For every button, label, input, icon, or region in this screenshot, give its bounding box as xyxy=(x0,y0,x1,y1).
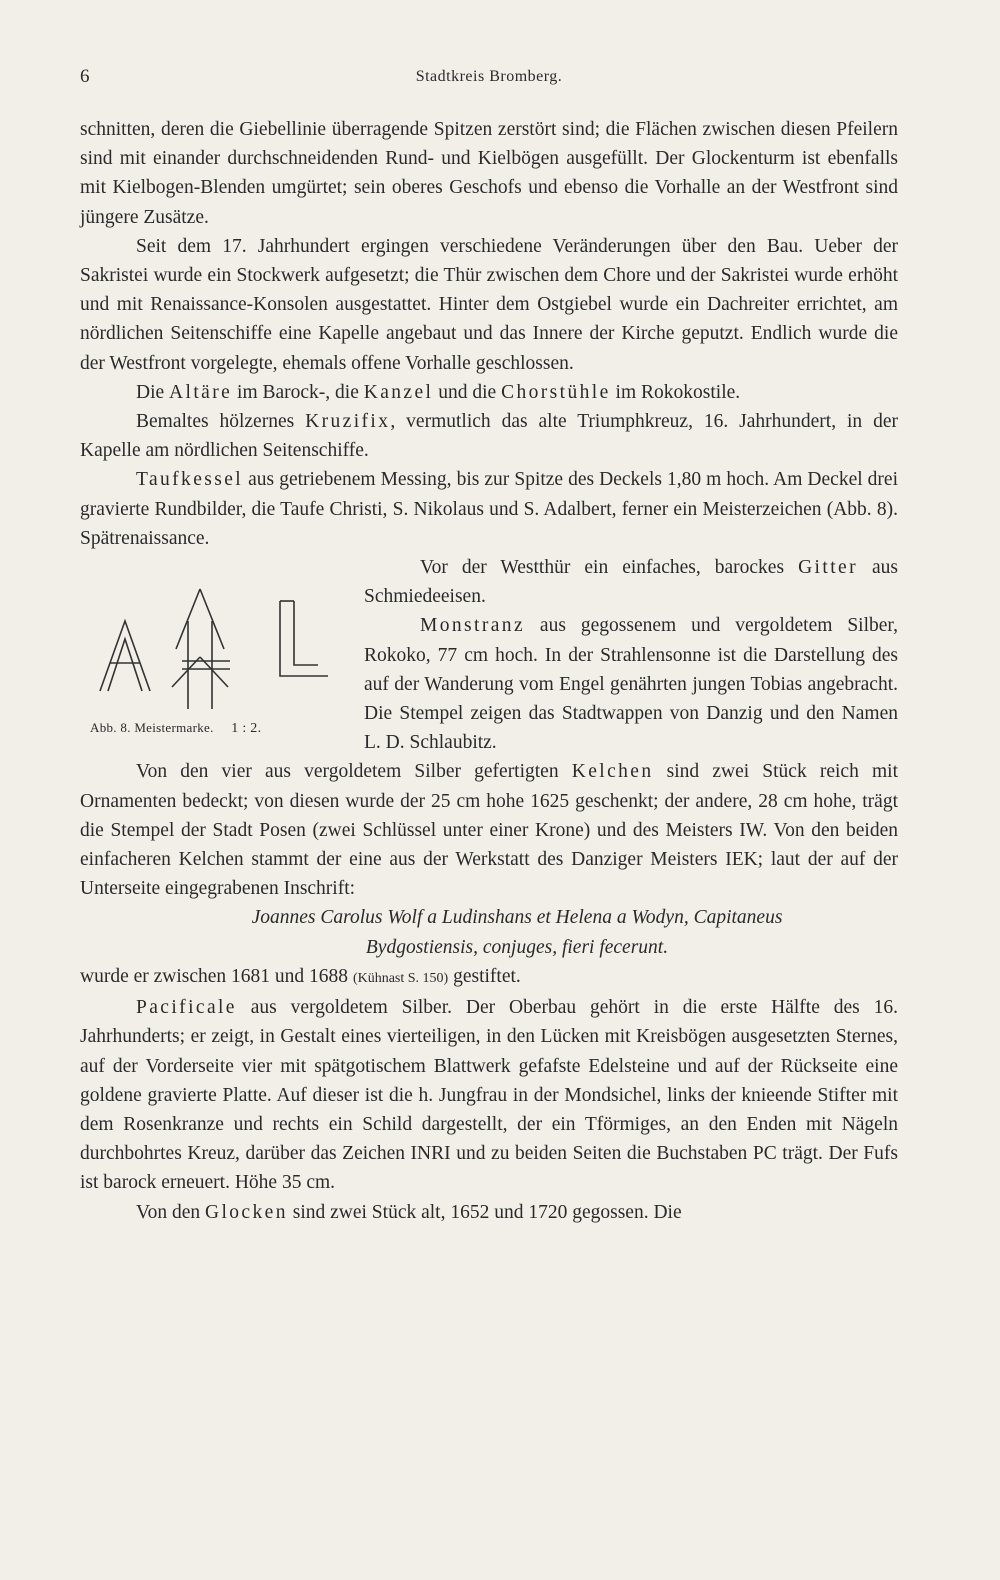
paragraph-stiftung: wurde er zwischen 1681 und 1688 (Kühnast S. 150) gestiftet. xyxy=(80,965,521,987)
caption-label: Abb. 8. xyxy=(90,720,131,736)
paragraph-glocken: Von den Glocken sind zwei Stück alt, 1652 und 1720 gegossen. Die xyxy=(136,1201,682,1223)
term-gitter: Gitter xyxy=(798,557,858,579)
paragraph-monstranz: Monstranz aus gegossenem und vergoldetem Silber, Rokoko, 77 cm hoch. In der Strahlensonne ist die Darstellung des auf der Wanderung vom Engel genährten jungen Tobias angebracht. Die Stempel zeigen das Stadtwappen von Danzig und den Namen L. D. Schlaubitz. xyxy=(364,615,898,754)
caption-ratio: 1 : 2. xyxy=(231,721,262,737)
inscription-line-2: Bydgostiensis, conjuges, fieri fecerunt. xyxy=(365,936,669,958)
paragraph-1: schnitten, deren die Giebellinie überragende Spitzen zerstört sind; die Flächen zwischen diesen Pfeilern sind mit einander durchschneidenden Rund- und Kielbögen ausgefüllt. Der Glockenturm ist ebenfalls mit Kielbogen-Blenden umgürtet; sein oberes Geschofs und ebenso die Vorhalle an der Westfront sind jüngere Zusätze. xyxy=(80,119,898,228)
paragraph-kruzifix: Bemaltes hölzernes Kruzifix, vermutlich das alte Triumphkreuz, 16. Jahrhundert, in der Kapelle am nördlichen Seitenschiffe. xyxy=(80,411,898,462)
paragraph-gitter: Vor der Westthür ein einfaches, barockes Gitter aus Schmiedeeisen. xyxy=(364,557,898,608)
paragraph-taufkessel: Taufkessel aus getriebenem Messing, bis zur Spitze des Deckels 1,80 m hoch. Am Deckel drei gravierte Rundbilder, die Taufe Christi, S. Nikolaus und S. Adalbert, ferner ein Meisterzeichen (Abb. 8). Spätrenaissance. xyxy=(80,469,898,549)
figure-meistermarke xyxy=(80,553,350,743)
term-kruzifix: Kruzifix xyxy=(305,411,391,433)
term-chorstuehle: Chorstühle xyxy=(501,381,611,403)
term-monstranz: Monstranz xyxy=(420,615,525,637)
term-glocken: Glocken xyxy=(204,1201,288,1223)
paragraph-pacificale: Pacificale aus vergoldetem Silber. Der Oberbau gehört in die erste Hälfte des 16. Jahrhunderts; er zeigt, in Gestalt eines vierteiligen, in den Lücken mit Kreisbögen ausgesetzten Sternes, auf der Vorderseite vier mit spätgotischem Blattwerk gefafste Edelsteine und auf der Rückseite eine goldene gravierte Platte. Auf dieser ist die h. Jungfrau in der Mondsichel, links der knieende Stifter mit dem Rosenkranze und rechts ein Schild dargestellt, der ein Tförmiges, an den Enden mit Nägeln durchbohrtes Kreuz, darüber das Zeichen INRI und zu beiden Seiten die Buchstaben PC trägt. Der Fufs ist barock erneuert. Höhe 35 cm. xyxy=(80,997,898,1194)
meistermarke-drawing xyxy=(80,561,350,711)
inscription-line-1: Joannes Carolus Wolf a Ludinshans et Helena a Wodyn, Capitaneus xyxy=(251,907,783,929)
running-head: Stadtkreis Bromberg. xyxy=(415,68,563,85)
paragraph-2: Seit dem 17. Jahrhundert ergingen verschiedene Veränderungen über den Bau. Ueber der Sakristei wurde ein Stockwerk aufgesetzt; die Thür zwischen dem Chore und der Sakristei wurde erhöht und mit Renaissance-Konsolen ausgestattet. Hinter dem Ostgiebel wurde ein Dachreiter errichtet, am nördlichen Seitenschiffe eine Kapelle angebaut und das Innere der Kirche geputzt. Endlich wurde die der Westfront vorgelegte, ehemals offene Vorhalle geschlossen. xyxy=(80,235,898,374)
reference-kuehnast: (Kühnast S. 150) xyxy=(352,970,449,986)
term-kelchen: Kelchen xyxy=(571,761,654,783)
paragraph-altaere: Die Altäre im Barock-, die Kanzel und die Chorstühle im Rokokostile. xyxy=(136,381,741,403)
paragraph-kelche: Von den vier aus vergoldetem Silber gefertigten Kelchen sind zwei Stück reich mit Ornamenten bedeckt; von diesen wurde der 25 cm hohe 1625 geschenkt; der andere, 28 cm hohe, trägt die Stempel der Stadt Posen (zwei Schlüssel unter einer Krone) und des Meisters IW. Von den beiden einfacheren Kelchen stammt der eine aus der Werkstatt des Danziger Meisters IEK; laut der auf der Unterseite eingegrabenen Inschrift: xyxy=(80,761,898,900)
term-kanzel: Kanzel xyxy=(363,381,434,403)
body-text xyxy=(80,115,898,1227)
term-pacificale: Pacificale xyxy=(136,997,237,1019)
page-header xyxy=(80,66,898,92)
caption-title: Meistermarke. xyxy=(134,720,214,736)
figure-caption xyxy=(90,713,261,743)
term-altaere: Altäre xyxy=(169,381,233,403)
page-number: 6 xyxy=(80,66,90,87)
term-taufkessel: Taufkessel xyxy=(136,469,244,491)
